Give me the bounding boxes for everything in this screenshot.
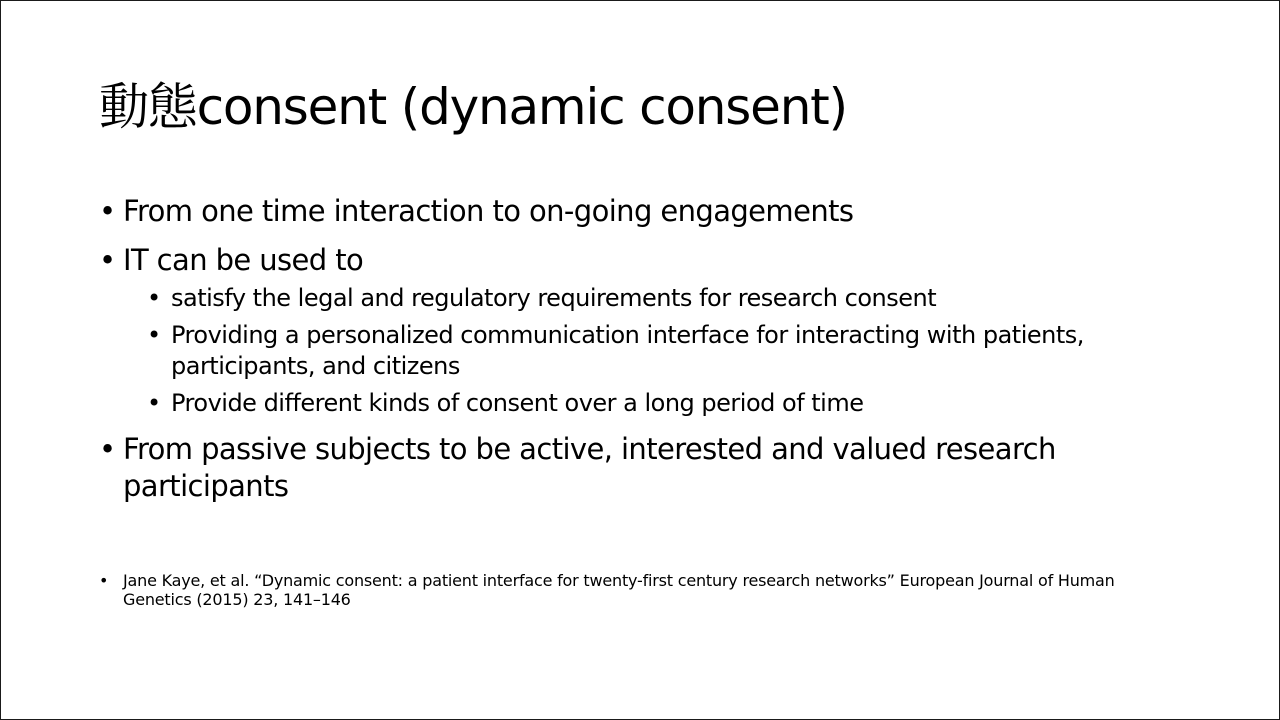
- bullet-icon: •: [147, 389, 161, 417]
- bullet-point-2: [99, 242, 1179, 419]
- slide-title: 動態consent (dynamic consent): [99, 78, 847, 136]
- bullet-text: IT can be used to: [123, 243, 364, 277]
- bullet-list: [99, 193, 1179, 517]
- bullet-icon: •: [147, 284, 161, 312]
- bullet-text: From one time interaction to on-going engagements: [123, 194, 854, 228]
- reference-text: Jane Kaye, et al. “Dynamic consent: a patient interface for twenty-first century research networks” European Journal of Human Genetics (2015) 23, 141–146: [123, 571, 1115, 609]
- sub-bullet-text: Provide different kinds of consent over a long period of time: [171, 389, 864, 417]
- bullet-icon: •: [99, 571, 109, 590]
- bullet-point-1: [99, 193, 1179, 230]
- sub-bullet-text: satisfy the legal and regulatory requirements for research consent: [171, 284, 937, 312]
- bullet-icon: •: [99, 432, 116, 466]
- sub-bullet-text: Providing a personalized communication interface for interacting with patients, participants, and citizens: [171, 321, 1084, 380]
- bullet-icon: •: [147, 321, 161, 349]
- sub-bullet-point-3: [123, 388, 1179, 419]
- bullet-point-3: [99, 431, 1179, 505]
- reference-list: [99, 571, 1179, 609]
- sub-bullet-point-2: [123, 320, 1179, 382]
- bullet-icon: •: [99, 194, 116, 228]
- reference-item: [99, 571, 1179, 609]
- bullet-text: From passive subjects to be active, interested and valued research participants: [123, 432, 1056, 503]
- sub-bullet-point-1: [123, 283, 1179, 314]
- sub-bullet-list: [123, 283, 1179, 419]
- bullet-icon: •: [99, 243, 116, 277]
